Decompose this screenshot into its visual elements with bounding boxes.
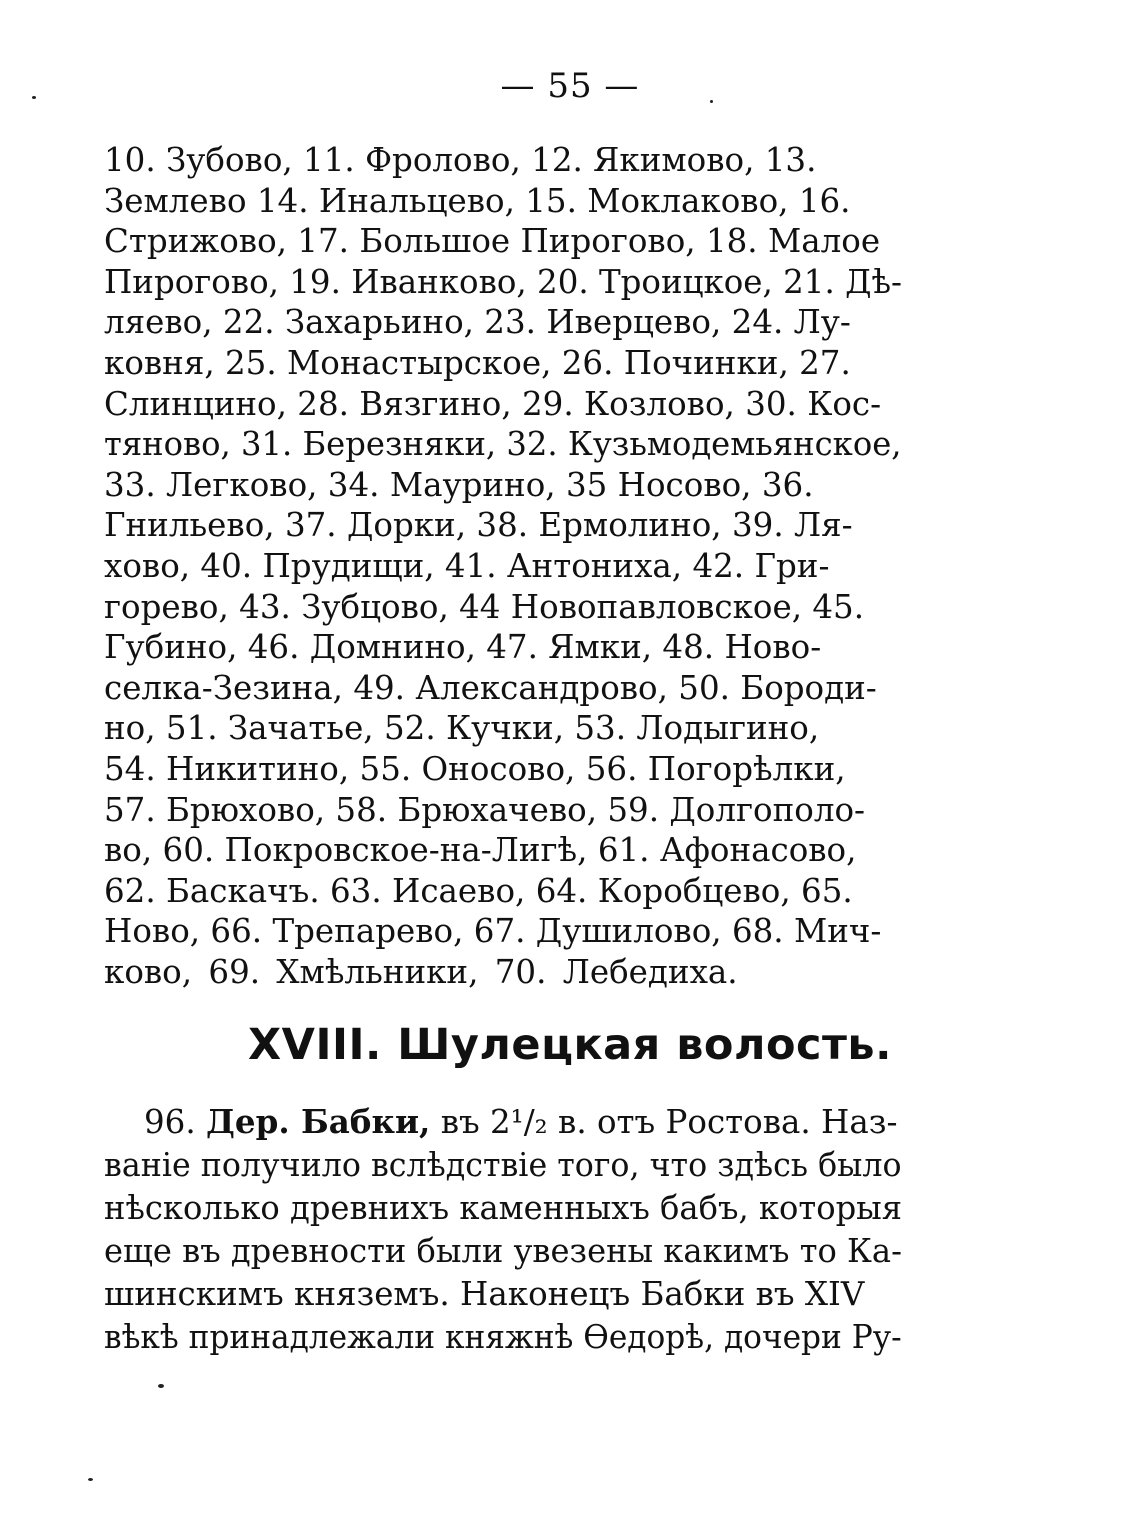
entry-paragraph: [104, 1100, 902, 1359]
entry-number: 96.: [144, 1103, 196, 1141]
text-line: во, 60. Покровское-на-Лигѣ, 61. Афонасово,: [104, 831, 857, 870]
entry-text: въ 2¹/₂ в. отъ Ростова. Наз-: [440, 1103, 898, 1141]
text-line: еще въ древности были увезены какимъ то Ка-: [104, 1232, 902, 1270]
text-line: Ново, 66. Трепарево, 67. Душилово, 68. Мич-: [104, 912, 882, 951]
text-line: вѣкѣ принадлежали княжнѣ Ѳедорѣ, дочери Ру-: [104, 1318, 902, 1356]
village-list: [104, 140, 902, 992]
text-line: Гнильево, 37. Дорки, 38. Ермолино, 39. Ля-: [104, 506, 853, 545]
scan-speck: [710, 100, 713, 103]
text-line: тяново, 31. Березняки, 32. Кузьмодемьянское,: [104, 425, 902, 464]
text-line: горево, 43. Зубцово, 44 Новопавловское, 45.: [104, 587, 865, 626]
text-line: 10. Зубово, 11. Фролово, 12. Якимово, 13.: [104, 141, 817, 179]
text-line: 57. Брюхово, 58. Брюхачево, 59. Долгополо-: [104, 790, 866, 829]
entry-heading: Дер. Бабки,: [206, 1102, 431, 1141]
text-line: ково, 69. Хмѣльники, 70. Лебедиха.: [104, 952, 738, 991]
page-number: — 55 —: [500, 66, 640, 106]
section-title: XVIII. Шулецкая волость.: [248, 1020, 892, 1070]
text-line: 33. Легково, 34. Маурино, 35 Носово, 36.: [104, 465, 814, 504]
text-line: ляево, 22. Захарьино, 23. Иверцево, 24. Лу-: [104, 303, 851, 342]
paragraph-first-line: [104, 1100, 902, 1144]
text-line: Стрижово, 17. Большое Пирогово, 18. Малое: [104, 222, 881, 261]
text-line: 54. Никитино, 55. Оносово, 56. Погорѣлки,: [104, 749, 846, 788]
text-line: Губино, 46. Домнино, 47. Ямки, 48. Ново-: [104, 628, 822, 667]
text-line: ковня, 25. Монастырское, 26. Починки, 27.: [104, 343, 851, 382]
text-line: Слинцино, 28. Вязгино, 29. Козлово, 30. Кос-: [104, 384, 882, 423]
text-line: хово, 40. Прудищи, 41. Антониха, 42. Гри-: [104, 546, 830, 585]
text-line: Землево 14. Инальцево, 15. Моклаково, 16.: [104, 181, 851, 220]
text-line: но, 51. Зачатье, 52. Кучки, 53. Лодыгино,: [104, 709, 820, 748]
text-line: ваніе получило вслѣдствіе того, что здѣсь было: [104, 1146, 902, 1184]
scan-speck: [32, 96, 36, 99]
scan-speck: [158, 1384, 164, 1388]
text-line: нѣсколько древнихъ каменныхъ бабъ, которыя: [104, 1189, 903, 1227]
text-line: шинскимъ княземъ. Наконецъ Бабки въ XIV: [104, 1275, 865, 1313]
scan-speck: [88, 1478, 93, 1481]
text-line: селка-Зезина, 49. Александрово, 50. Бороди-: [104, 668, 877, 707]
text-line: 62. Баскачъ. 63. Исаево, 64. Коробцево, 65.: [104, 871, 853, 910]
text-line: Пирогово, 19. Иванково, 20. Троицкое, 21. Дѣ-: [104, 262, 903, 301]
